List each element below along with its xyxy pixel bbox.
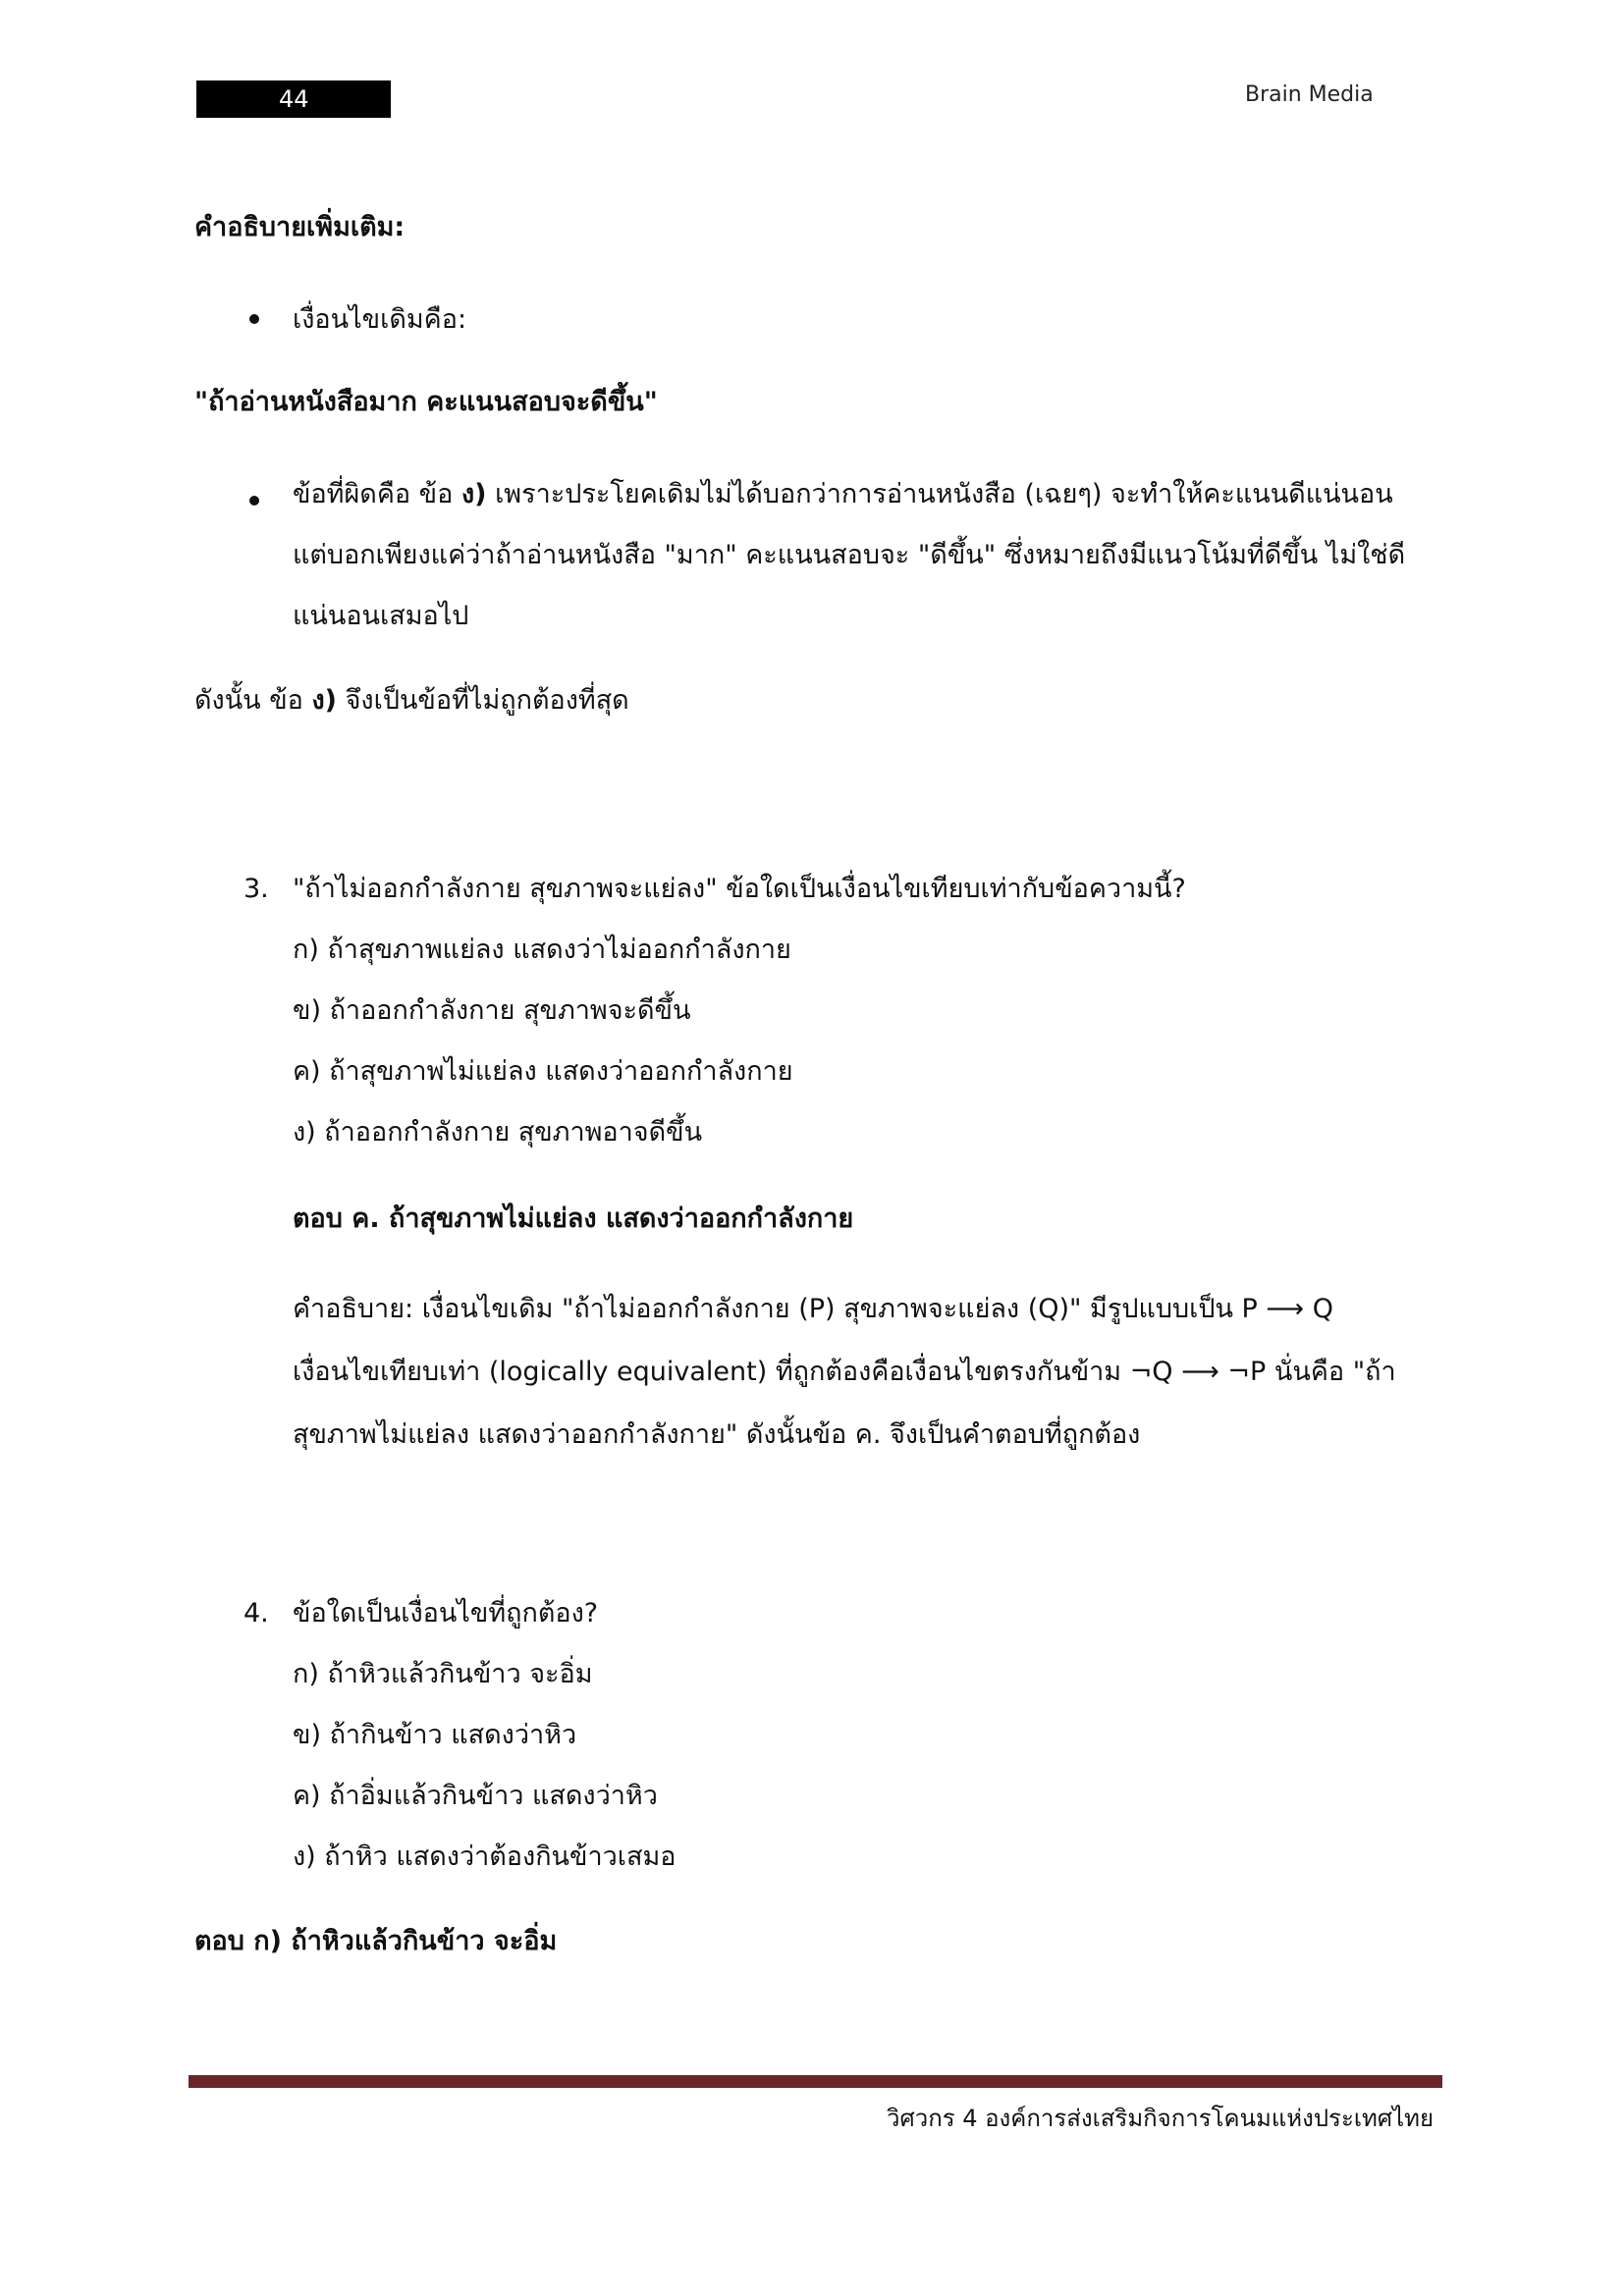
question-3-explanation-line2: เงื่อนไขเทียบเท่า (logically equivalent) ที่ถูกต้องคือเงื่อนไขตรงกันข้าม ¬Q ⟶ ¬P นั่นคือ "ถ้า	[293, 1357, 1396, 1387]
question-3-number: 3.	[244, 874, 269, 904]
bullet-icon	[249, 496, 259, 506]
question-4-option: ค) ถ้าอิ่มแล้วกินข้าว แสดงว่าหิว	[293, 1781, 658, 1811]
bullet-wrong-answer-line3: แน่นอนเสมอไป	[293, 601, 469, 631]
question-3-option: ค) ถ้าสุขภาพไม่แย่ลง แสดงว่าออกกำลังกาย	[293, 1056, 793, 1087]
question-4-number: 4.	[244, 1598, 269, 1629]
text-segment: จึงเป็นข้อที่ไม่ถูกต้องที่สุด	[337, 685, 629, 716]
footer-text: วิศวกร 4 องค์การส่งเสริมกิจการโคนมแห่งประเทศไทย	[887, 2105, 1435, 2132]
brand-name: Brain Media	[1245, 82, 1374, 107]
question-3-option: ข) ถ้าออกกำลังกาย สุขภาพจะดีขึ้น	[293, 995, 691, 1026]
question-3-answer: ตอบ ค. ถ้าสุขภาพไม่แย่ลง แสดงว่าออกกำลังกาย	[293, 1203, 854, 1234]
question-4-option: ข) ถ้ากินข้าว แสดงว่าหิว	[293, 1720, 577, 1750]
question-3-explanation-line3: สุขภาพไม่แย่ลง แสดงว่าออกกำลังกาย" ดังนั้นข้อ ค. จึงเป็นคำตอบที่ถูกต้อง	[293, 1419, 1141, 1450]
page-number: 44	[279, 85, 309, 113]
question-4-option: ง) ถ้าหิว แสดงว่าต้องกินข้าวเสมอ	[293, 1842, 677, 1872]
question-3-text: "ถ้าไม่ออกกำลังกาย สุขภาพจะแย่ลง" ข้อใดเป็นเงื่อนไขเทียบเท่ากับข้อความนี้?	[293, 874, 1186, 904]
question-3-option: ก) ถ้าสุขภาพแย่ลง แสดงว่าไม่ออกกำลังกาย	[293, 934, 791, 965]
question-4-answer: ตอบ ก) ถ้าหิวแล้วกินข้าว จะอิ่ม	[194, 1926, 558, 1956]
text-segment: เพราะประโยคเดิมไม่ได้บอกว่าการอ่านหนังสือ (เฉยๆ) จะทำให้คะแนนดีแน่นอน	[486, 479, 1393, 509]
bullet-original-condition: เงื่อนไขเดิมคือ:	[293, 304, 467, 335]
question-4-option: ก) ถ้าหิวแล้วกินข้าว จะอิ่ม	[293, 1659, 593, 1689]
bold-choice: ง)	[460, 479, 487, 509]
bullet-wrong-answer-line1	[293, 475, 1393, 514]
page-number-box	[196, 80, 391, 118]
question-4-text: ข้อใดเป็นเงื่อนไขที่ถูกต้อง?	[293, 1598, 599, 1629]
question-3-explanation-line1: คำอธิบาย: เงื่อนไขเดิม "ถ้าไม่ออกกำลังกาย (P) สุขภาพจะแย่ลง (Q)" มีรูปแบบเป็น P ⟶ Q	[293, 1294, 1333, 1324]
original-condition-quote: "ถ้าอ่านหนังสือมาก คะแนนสอบจะดีขึ้น"	[194, 387, 658, 417]
text-segment: ดังนั้น ข้อ	[194, 685, 312, 716]
footer-divider	[189, 2075, 1442, 2088]
text-segment: ข้อที่ผิดคือ ข้อ	[293, 479, 461, 509]
conclusion	[194, 681, 629, 721]
bullet-wrong-answer-line2: แต่บอกเพียงแค่ว่าถ้าอ่านหนังสือ "มาก" คะแนนสอบจะ "ดีขึ้น" ซึ่งหมายถึงมีแนวโน้มที่ดีขึ้น ไม่ใช่ดี	[293, 540, 1406, 570]
bullet-icon	[249, 314, 259, 324]
section-heading: คำอธิบายเพิ่มเติม:	[194, 212, 406, 242]
bold-choice: ง)	[311, 685, 338, 716]
question-3-option: ง) ถ้าออกกำลังกาย สุขภาพอาจดีขึ้น	[293, 1117, 703, 1148]
